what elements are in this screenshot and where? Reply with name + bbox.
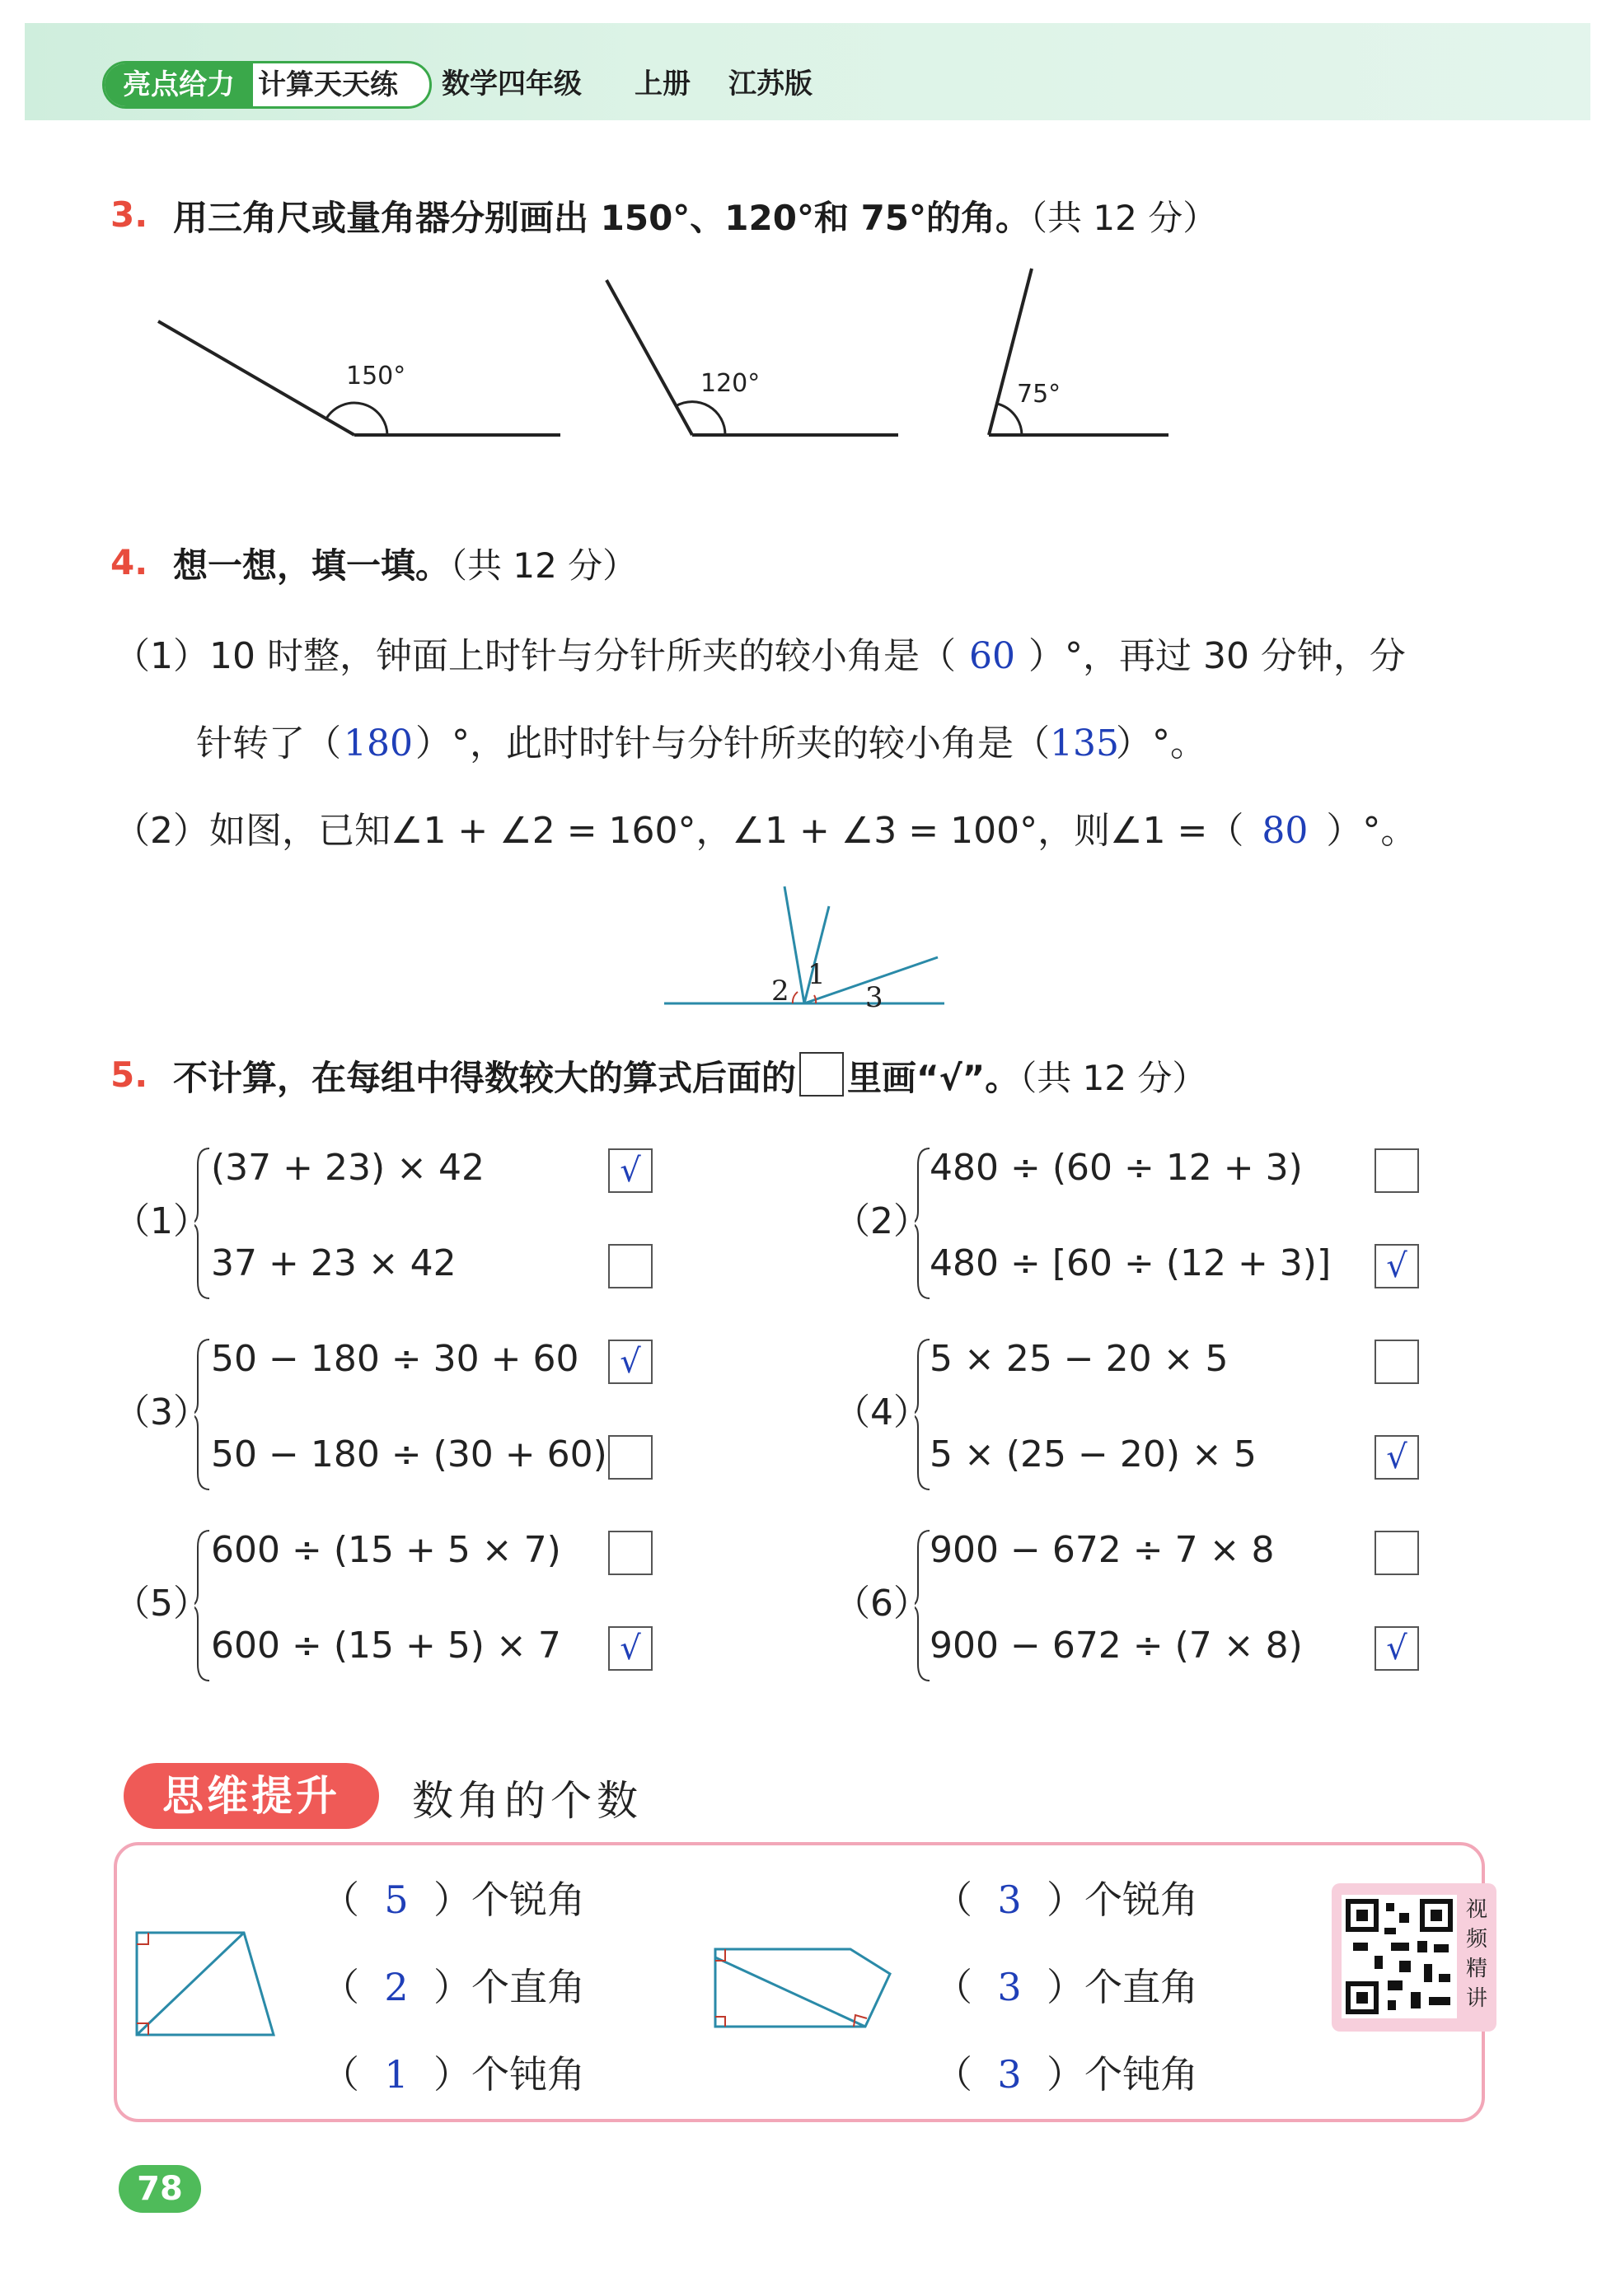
answer-checkbox[interactable]: √ [608, 1148, 653, 1193]
answer-checkbox[interactable] [608, 1531, 653, 1575]
group-label: （3） [114, 1391, 209, 1433]
q4-p1-text-c: 针转了（ [196, 722, 341, 765]
q4-p1-text-e: ）°。 [1116, 722, 1206, 765]
think-badge: 思维提升 [124, 1763, 379, 1829]
q3-angle-figures [140, 255, 1211, 453]
q5-text-a: 不计算，在每组中得数较大的算式后面的 [173, 1058, 797, 1098]
group-label: （6） [834, 1583, 930, 1625]
group-expression-1: 50 − 180 ÷ 30 + 60 [211, 1338, 579, 1380]
group-brace [194, 1529, 211, 1682]
brand-left: 亮点给力 [105, 63, 253, 106]
answer-checkbox[interactable]: √ [608, 1340, 653, 1384]
count-label: 个直角 [1084, 1965, 1198, 2009]
right-count-obtuse: （ 3 ）个钝角 [934, 2052, 1198, 2097]
q4-instruction [173, 539, 637, 588]
q4-answer-4: 80 [1262, 810, 1309, 852]
q3-number: 3. [110, 194, 148, 235]
qr-code-icon[interactable] [1342, 1895, 1457, 2018]
group-expression-2: 5 × (25 − 20) × 5 [930, 1433, 1257, 1475]
count-answer: 2 [384, 1965, 409, 2009]
q3-instruction [173, 191, 1217, 241]
group-expression-1: 5 × 25 − 20 × 5 [930, 1338, 1229, 1380]
count-label: 个钝角 [471, 2052, 585, 2097]
q4-p1-text-d: ）°，此时时针与分针所夹的较小角是（ [415, 722, 1050, 765]
count-answer: 3 [997, 2052, 1022, 2097]
q4-part2-line [114, 801, 1417, 853]
left-count-right: （ 2 ）个直角 [321, 1965, 585, 2009]
q5-instruction [173, 1051, 1206, 1101]
diagram-label-2: 2 [771, 975, 789, 1008]
left-count-obtuse: （ 1 ）个钝角 [321, 2052, 585, 2097]
group-expression-2: 37 + 23 × 42 [211, 1242, 457, 1284]
q4-answer-3: 135 [1050, 722, 1119, 765]
answer-checkbox[interactable] [608, 1435, 653, 1480]
count-answer: 1 [384, 2052, 409, 2097]
group-label: （2） [834, 1200, 930, 1242]
group-expression-2: 50 − 180 ÷ (30 + 60) [211, 1433, 607, 1475]
count-label: 个直角 [471, 1965, 585, 2009]
q4-p1-text-b: ）°，再过 30 分钟，分 [1028, 635, 1406, 677]
group-brace [194, 1338, 211, 1491]
count-label: 个锐角 [1084, 1877, 1198, 1922]
angle-120-figure [606, 280, 898, 435]
answer-checkbox[interactable]: √ [1375, 1244, 1419, 1288]
group-expression-2: 480 ÷ [60 ÷ (12 + 3)] [930, 1242, 1332, 1284]
right-count-acute: （ 3 ）个锐角 [934, 1877, 1198, 1922]
q4-p2-text-a: （2）如图，已知∠1 + ∠2 = 160°，∠1 + ∠3 = 100°，则∠1 =（ [114, 810, 1244, 852]
group-expression-1: 600 ÷ (15 + 5 × 7) [211, 1529, 561, 1571]
page-number: 78 [119, 2165, 201, 2213]
q5-points: （共 12 分） [1019, 1058, 1207, 1098]
angle-label-75: 75° [1017, 380, 1061, 409]
q4-text: 想一想，填一填。 [173, 545, 451, 586]
qr-label: 视频精讲 [1465, 1897, 1487, 2011]
q4-angle-diagram [659, 881, 956, 1013]
q4-number: 4. [110, 542, 148, 582]
answer-checkbox[interactable]: √ [1375, 1435, 1419, 1480]
q5-number: 5. [110, 1054, 148, 1095]
group-expression-1: 480 ÷ (60 ÷ 12 + 3) [930, 1147, 1303, 1189]
group-brace [915, 1529, 931, 1682]
answer-checkbox[interactable] [1375, 1531, 1419, 1575]
diagram-label-1: 1 [808, 958, 826, 991]
answer-checkbox[interactable] [608, 1244, 653, 1288]
q5-text-b: 里画“√”。 [847, 1058, 1020, 1098]
count-label: 个锐角 [471, 1877, 585, 1922]
answer-checkbox[interactable]: √ [1375, 1626, 1419, 1671]
angle-label-120: 120° [700, 369, 761, 398]
angle-150-figure [158, 321, 560, 435]
trapezoid-figure [132, 1928, 280, 2043]
header-volume: 上册 [635, 68, 691, 101]
group-brace [915, 1147, 931, 1300]
angle-label-150: 150° [346, 362, 406, 390]
q4-p2-text-b: ）°。 [1326, 810, 1417, 852]
pentagon-figure [710, 1944, 900, 2035]
answer-checkbox[interactable] [1375, 1340, 1419, 1384]
left-count-acute: （ 5 ）个锐角 [321, 1877, 585, 1922]
header-edition: 江苏版 [728, 68, 813, 101]
answer-checkbox[interactable] [1375, 1148, 1419, 1193]
group-label: （4） [834, 1391, 930, 1433]
q4-points: （共 12 分） [450, 545, 638, 586]
think-title: 数角的个数 [412, 1777, 643, 1825]
brand-right: 计算天天练 [258, 68, 398, 101]
count-answer: 3 [997, 1877, 1022, 1922]
diagram-label-3: 3 [865, 981, 883, 1013]
group-expression-1: (37 + 23) × 42 [211, 1147, 485, 1189]
right-count-right: （ 3 ）个直角 [934, 1965, 1198, 2009]
angle-75-figure [989, 269, 1168, 435]
group-brace [915, 1338, 931, 1491]
brand-badge [102, 61, 432, 109]
count-answer: 5 [384, 1877, 409, 1922]
q4-answer-1: 60 [968, 635, 1015, 677]
count-answer: 3 [997, 1965, 1022, 2009]
q4-part1-line2 [196, 713, 1206, 766]
q3-text: 用三角尺或量角器分别画出 150°、120°和 75°的角。 [173, 198, 1031, 238]
count-label: 个钝角 [1084, 2052, 1198, 2097]
group-brace [194, 1147, 211, 1300]
q4-answer-2: 180 [344, 722, 413, 765]
q5-example-box [799, 1052, 844, 1097]
header-subject: 数学四年级 [442, 68, 582, 101]
group-label: （5） [114, 1583, 209, 1625]
group-expression-2: 600 ÷ (15 + 5) × 7 [211, 1625, 561, 1667]
q3-points: （共 12 分） [1030, 198, 1218, 238]
q4-p1-text-a: （1）10 时整，钟面上时针与分针所夹的较小角是（ [114, 635, 956, 677]
answer-checkbox[interactable]: √ [608, 1626, 653, 1671]
group-expression-2: 900 − 672 ÷ (7 × 8) [930, 1625, 1303, 1667]
group-expression-1: 900 − 672 ÷ 7 × 8 [930, 1529, 1275, 1571]
group-label: （1） [114, 1200, 209, 1242]
q4-part1-line1 [114, 626, 1406, 679]
